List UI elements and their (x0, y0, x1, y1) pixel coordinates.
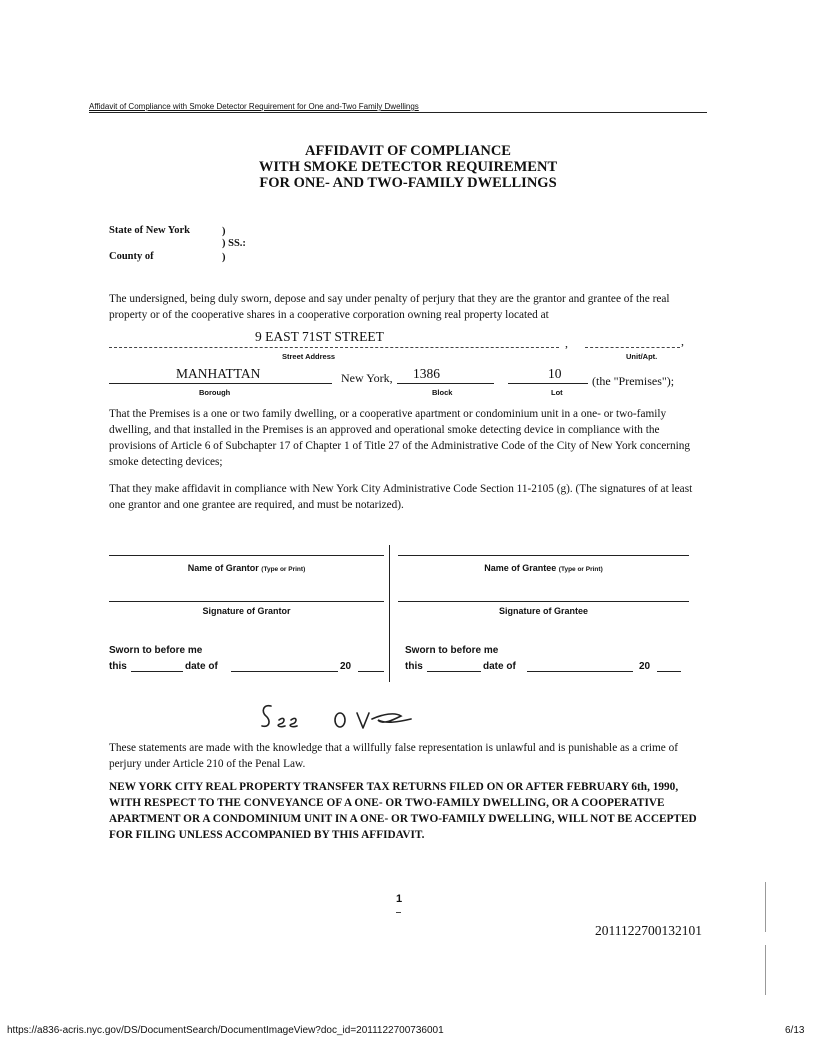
signature-divider (389, 545, 390, 682)
grantor-sworn-label: Sworn to before me (109, 645, 203, 656)
block-line (397, 383, 494, 384)
grantor-date-of-label: date of (185, 661, 218, 672)
grantee-name-caption: Name of Grantee (Type or Print) (484, 563, 603, 573)
filing-warning: NEW YORK CITY REAL PROPERTY TRANSFER TAX RETURNS FILED ON OR AFTER FEBRUARY 6th, 1990, WITH RESPECT TO THE CONVEYANCE OF A ONE- OR TWO-FAMILY DWELLING, OR A COOPERATIVE APARTMENT OR A CONDOMINIUM UNIT IN A ONE- OR TWO-FAMILY DWELLING, WILL NOT BE ACCEPTED FOR FILING UNLESS ACCOMPANIED BY THIS AFFIDAVIT. (109, 781, 697, 841)
county-label: County of (109, 251, 154, 262)
handwritten-see-over (255, 700, 415, 736)
borough-line (109, 383, 332, 384)
street-address-value: 9 EAST 71ST STREET (255, 329, 384, 344)
grantee-type-hint: (Type or Print) (558, 566, 603, 573)
title-line-3: FOR ONE- AND TWO-FAMILY DWELLINGS (259, 175, 557, 191)
grantor-signature-caption: Signature of Grantor (202, 606, 291, 616)
lot-value: 10 (548, 366, 562, 381)
grantor-day-line[interactable] (131, 671, 183, 672)
unit-comma: , (681, 334, 684, 348)
grantee-month-line[interactable] (527, 671, 633, 672)
page-number: 1 (396, 893, 403, 905)
intro-paragraph: The undersigned, being duly sworn, depose and say under penalty of perjury that they are the grantor and grantee of the real property or of the cooperative shares in a cooperative corporation owning real property located at (109, 293, 670, 321)
grantor-year-label: 20 (340, 661, 352, 672)
grantee-day-line[interactable] (427, 671, 481, 672)
block-value: 1386 (413, 366, 440, 381)
affidavit-paragraph: That they make affidavit in compliance with New York City Administrative Code Section 11-2105 (g). (The signatures of at least one grantor and one grantee are required, and must be notarized). (109, 483, 693, 511)
lot-line (508, 383, 588, 384)
grantee-date-of-label: date of (483, 661, 516, 672)
grantor-signature-line[interactable] (109, 601, 384, 602)
header-rule (89, 112, 707, 113)
document-id: 2011122700132101 (595, 923, 702, 938)
street-address-caption: Street Address (282, 352, 336, 361)
block-caption: Block (432, 388, 453, 397)
title-line-1: AFFIDAVIT OF COMPLIANCE (305, 143, 511, 159)
lot-caption: Lot (551, 388, 563, 397)
grantor-type-hint: (Type or Print) (261, 566, 306, 573)
grantor-this-label: this (109, 661, 127, 672)
grantee-sworn-label: Sworn to before me (405, 645, 499, 656)
city-text: New York, (341, 371, 393, 385)
venue-paren-1: ) (222, 226, 226, 237)
page-number-mark (396, 912, 401, 913)
grantee-year-line[interactable] (657, 671, 681, 672)
compliance-paragraph: That the Premises is a one or two family dwelling, or a cooperative apartment or condominium unit in a one- or two-family dwelling, and that installed in the Premises is an approved and operational smoke detecting device in compliance with the provisions of Article 6 of Subchapter 17 of Chapter 1 of Title 27 of the Administrative Code of the City of New York concerning smoke detecting devices; (109, 408, 691, 468)
grantee-signature-caption: Signature of Grantee (498, 606, 588, 616)
premises-text: (the "Premises"); (592, 374, 675, 388)
unit-caption: Unit/Apt. (626, 352, 658, 361)
borough-caption: Borough (199, 388, 231, 397)
grantee-name-line[interactable] (398, 555, 689, 556)
title-line-2: WITH SMOKE DETECTOR REQUIREMENT (258, 159, 558, 175)
grantee-year-label: 20 (639, 661, 651, 672)
footer-url[interactable]: https://a836-acris.nyc.gov/DS/DocumentSearch/DocumentImageView?doc_id=2011122700736001 (7, 1025, 444, 1036)
scan-edge-mark (765, 882, 766, 932)
venue-ss: ) SS.: (222, 238, 246, 249)
footer-page-count: 6/13 (785, 1025, 805, 1036)
grantor-month-line[interactable] (231, 671, 338, 672)
scan-edge-mark (765, 945, 766, 995)
header-title: Affidavit of Compliance with Smoke Detector Requirement for One and-Two Family Dwellings (89, 102, 419, 111)
state-label: State of New York (109, 225, 190, 236)
grantee-signature-line[interactable] (398, 601, 689, 602)
borough-value: MANHATTAN (176, 366, 261, 381)
grantor-name-caption: Name of Grantor (Type or Print) (187, 563, 306, 573)
unit-line (585, 347, 680, 348)
perjury-statement: These statements are made with the knowledge that a willfully false representation is unlawful and is punishable as a crime of perjury under Article 210 of the Penal Law. (109, 742, 679, 770)
grantee-this-label: this (405, 661, 423, 672)
street-address-line (109, 347, 559, 348)
address-comma: , (565, 336, 568, 350)
grantor-name-line[interactable] (109, 555, 384, 556)
venue-paren-3: ) (222, 252, 226, 263)
grantor-year-line[interactable] (358, 671, 384, 672)
